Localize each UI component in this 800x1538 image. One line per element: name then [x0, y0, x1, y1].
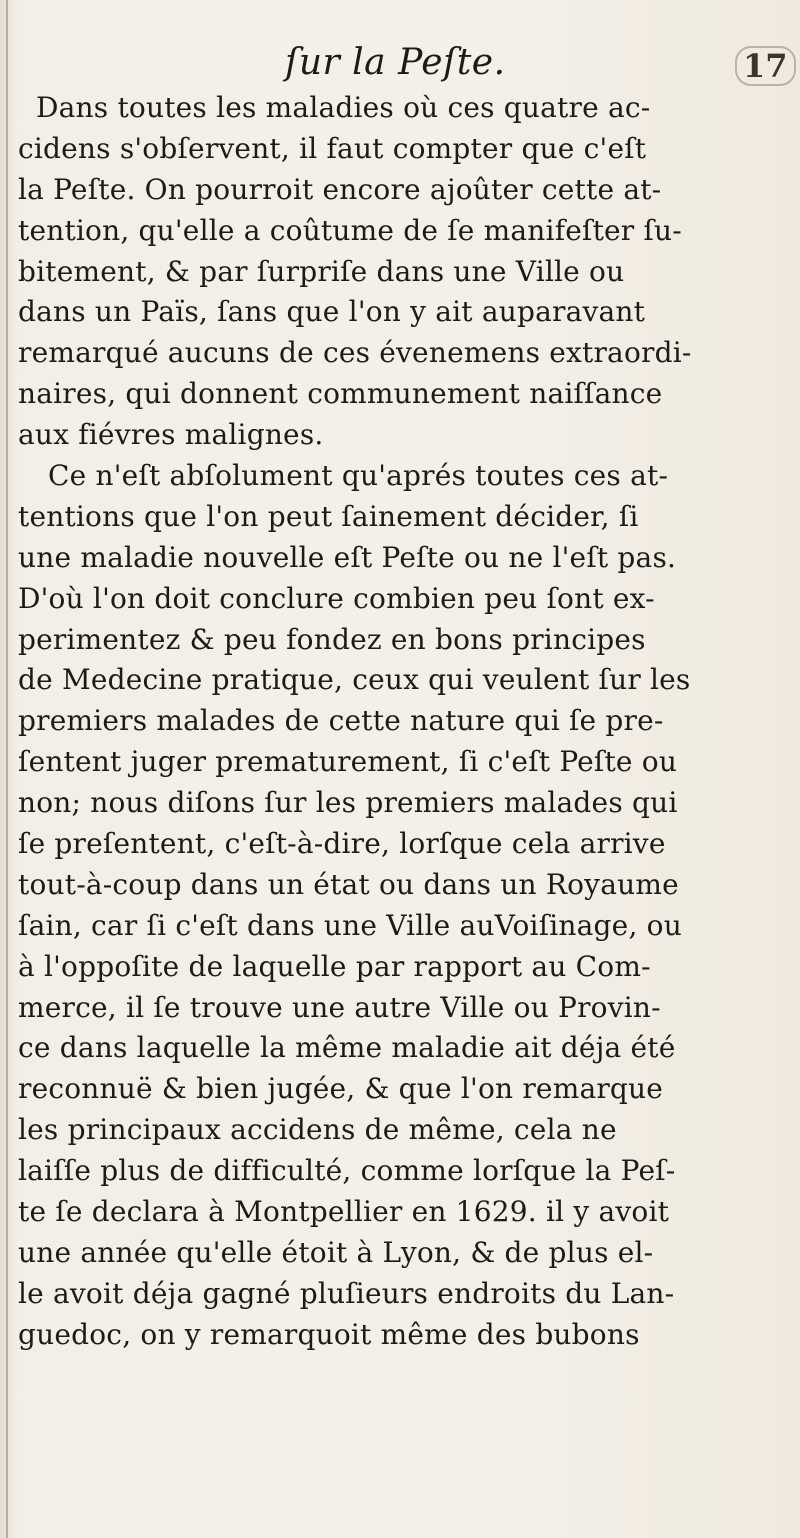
text-line: Dans toutes les maladies où ces quatre ac- — [36, 91, 651, 124]
text-line: de Medecine pratique, ceux qui veulent ſur les — [18, 663, 691, 697]
text-line: une maladie nouvelle eſt Peſte ou ne l'eſt pas. — [18, 540, 677, 574]
text-line: perimentez & peu fondez en bons principes — [18, 622, 646, 656]
text-line: ſain, car ſi c'eſt dans une Ville auVoiſinage, ou — [18, 908, 682, 942]
page-header — [0, 38, 800, 88]
text-line: ce dans laquelle la même maladie ait déja été — [18, 1031, 676, 1065]
text-line: te ſe declara à Montpellier en 1629. il y avoit — [18, 1195, 670, 1229]
text-line: dans un Païs, ſans que l'on y ait auparavant — [18, 295, 646, 329]
text-line: D'où l'on doit conclure combien peu ſont ex- — [18, 581, 655, 615]
text-line: aux fiévres malignes. — [18, 418, 324, 452]
text-line: merce, il ſe trouve une autre Ville ou Provin- — [18, 990, 661, 1024]
text-line: reconnuë & bien jugée, & que l'on remarque — [18, 1072, 664, 1106]
text-line: guedoc, on y remarquoit même des bubons — [18, 1317, 640, 1351]
text-line: la Peſte. On pourroit encore ajoûter cette at- — [18, 172, 662, 206]
text-line: Ce n'eſt abſolument qu'aprés toutes ces at- — [48, 459, 669, 493]
text-line: ſentent juger prematurement, ſi c'eſt Peſte ou — [18, 745, 678, 779]
text-line: tention, qu'elle a coûtume de ſe manifeſter ſu- — [18, 213, 682, 247]
text-line: tout-à-coup dans un état ou dans un Royaume — [18, 867, 679, 901]
text-line: bitement, & par ſurpriſe dans une Ville ou — [18, 254, 625, 288]
running-title: ſur la Peſte. — [285, 42, 506, 83]
page-number: 17 — [735, 46, 796, 86]
text-line: les principaux accidens de même, cela ne — [18, 1113, 617, 1147]
text-line: une année qu'elle étoit à Lyon, & de plus el- — [18, 1235, 654, 1269]
text-line: laiſſe plus de difficulté, comme lorſque la Peſ- — [18, 1154, 676, 1188]
page-edge-rule — [6, 0, 8, 1538]
text-line: naires, qui donnent communement naiſſance — [18, 377, 663, 411]
text-line: à l'oppoſite de laquelle par rapport au Com- — [18, 949, 651, 983]
text-line: non; nous diſons ſur les premiers malades qui — [18, 786, 678, 820]
text-line: cidens s'obſervent, il faut compter que c'eſt — [18, 131, 647, 165]
text-line: remarqué aucuns de ces évenemens extraordi- — [18, 336, 692, 370]
text-line: premiers malades de cette nature qui ſe pre- — [18, 704, 664, 738]
text-line: tentions que l'on peut ſainement décider, ſi — [18, 499, 639, 533]
text-line: ſe preſentent, c'eſt-à-dire, lorſque cela arrive — [18, 827, 666, 861]
text-line: le avoit déja gagné pluſieurs endroits du Lan- — [18, 1276, 675, 1310]
body-text — [18, 88, 788, 1356]
